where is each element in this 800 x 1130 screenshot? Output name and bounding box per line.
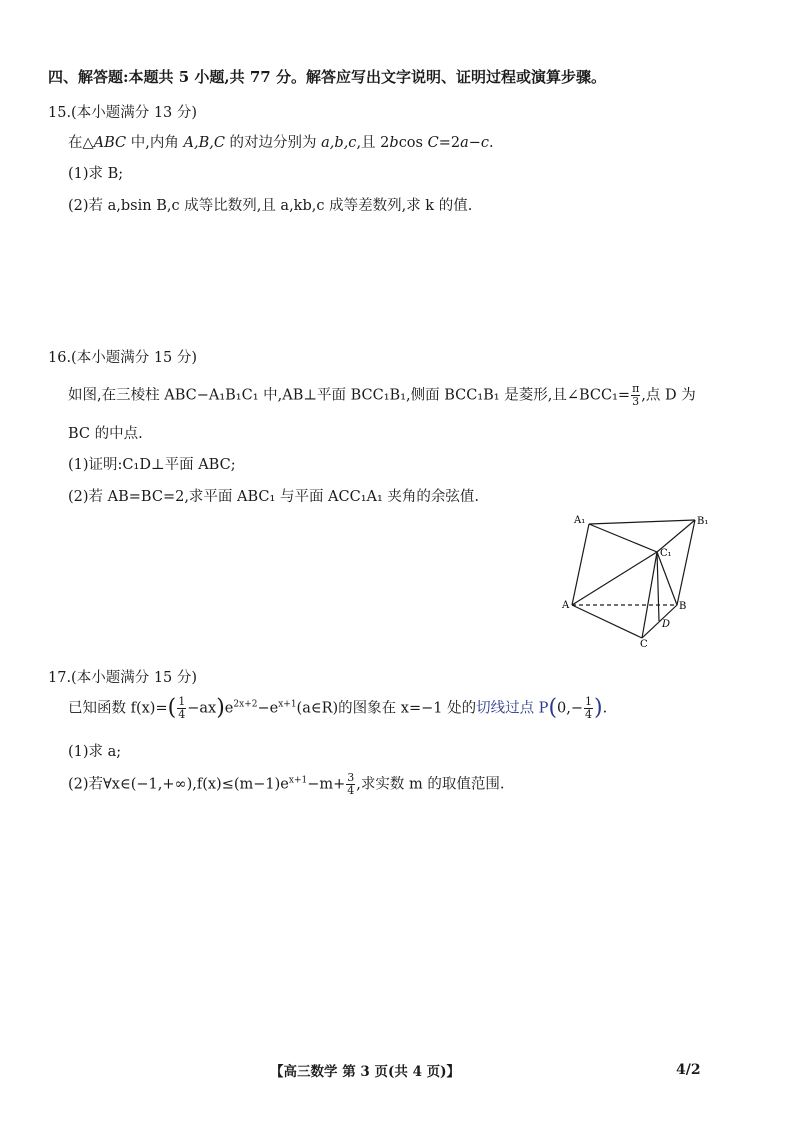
q17-part2: (2)若$\forall x\in(-1,+\infty),f(x)\le(m-1)e^{x+1}-m+$ $\frac{3}{4}$ ,求实数 m 的取值范围.: [68, 771, 505, 797]
q17-header: 17.(本小题满分 15 分): [48, 670, 198, 686]
edge-b-c1: [657, 552, 677, 605]
q15-header: 15.(本小题满分 13 分): [48, 105, 198, 121]
q16-header: 16.(本小题满分 15 分): [48, 350, 198, 366]
edge-c1-c: [642, 552, 657, 638]
edge-a1-b1: [589, 520, 695, 524]
label-c1: C₁: [660, 548, 672, 559]
prism-figure: [560, 510, 720, 650]
edge-a1-a: [572, 524, 589, 605]
q16-stem-line2: BC 的中点.: [68, 426, 143, 442]
q15-part1: (1)求 B;: [68, 166, 124, 182]
pi-over-3-fraction: $\frac{\pi}{3}$: [632, 382, 640, 408]
section-title: 四、解答题:本题共 5 小题,共 77 分。解答应写出文字说明、证明过程或演算步骤。: [48, 68, 606, 86]
label-a: A: [562, 600, 570, 611]
label-a1: A₁: [574, 515, 586, 526]
edge-a-c: [572, 605, 642, 638]
edge-c1-d: [657, 552, 659, 621]
q17-stem: 已知函数 f(x)=( $\frac{1}{4}$ $-ax)e^{2x+2}-e^{x+1}(a\in R)$的图象在 x=−1 处的切线过点 P(0,− $\frac{1}{4}$ ).: [68, 695, 608, 721]
label-c: C: [640, 639, 648, 650]
label-b1: B₁: [697, 516, 709, 527]
label-d: D: [662, 619, 671, 630]
neg-quarter-fraction: $\frac{1}{4}$: [585, 695, 593, 721]
edge-a-c1: [572, 552, 657, 605]
q16-part2: (2)若 AB=BC=2,求平面 ABC₁ 与平面 ACC₁A₁ 夹角的余弦值.: [68, 489, 480, 505]
page-code: 4/2: [676, 1062, 701, 1078]
page-footer: 【高三数学 第 3 页(共 4 页)】: [270, 1064, 461, 1080]
three-quarter-fraction: $\frac{3}{4}$: [347, 771, 355, 797]
q15-stem: 在△ABC 中,内角 A,B,C 的对边分别为 a,b,c,且 2bcos C=2a−c.: [68, 135, 494, 151]
q15-part2: (2)若 a,bsin B,c 成等比数列,且 a,kb,c 成等差数列,求 k 的值.: [68, 198, 473, 214]
q16-part1: (1)证明:C₁D⊥平面 ABC;: [68, 457, 236, 473]
label-b: B: [679, 601, 687, 612]
edge-a1-c1: [589, 524, 657, 552]
one-quarter-fraction: $\frac{1}{4}$: [178, 695, 186, 721]
q17-part1: (1)求 a;: [68, 744, 122, 760]
q16-stem-line1: 如图,在三棱柱 ABC−A₁B₁C₁ 中,AB⊥平面 BCC₁B₁,侧面 BCC₁B₁ 是菱形,且∠BCC₁= $\frac{\pi}{3}$ ,点 D 为: [68, 382, 696, 408]
